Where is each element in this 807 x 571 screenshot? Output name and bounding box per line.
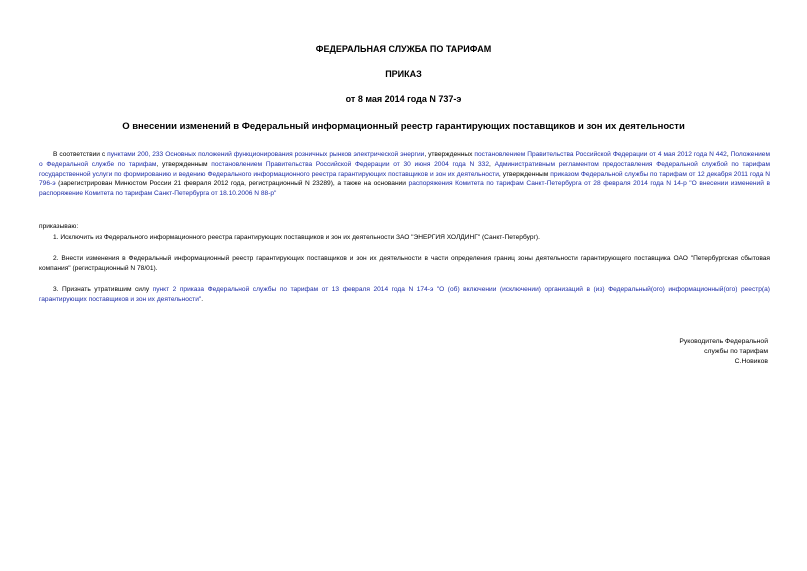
resolve-word: приказываю: [39, 223, 79, 230]
preamble-text: , утвержденным [498, 170, 551, 178]
order-item-3 [39, 285, 770, 305]
item3-text: 3. Признать утратившим силу [53, 286, 153, 293]
signature-position [679, 337, 768, 357]
agency-name: ФЕДЕРАЛЬНАЯ СЛУЖБА ПО ТАРИФАМ [315, 44, 492, 54]
preamble-text: , [726, 151, 731, 158]
order-item-2: 2. Внести изменения в Федеральный информационный реестр гарантирующих поставщиков и зон их деятельности в части определения границ зоны деятельности гарантирующего поставщика ОАО "Петербургская сбытовая компания" (регистрационный N 78/01). [39, 255, 770, 272]
preamble-text: , утвержденных [424, 151, 475, 158]
preamble-text: (зарегистрирован Минюстом России 21 февраля 2012 года, регистрационный N 23289), а также на основании [55, 180, 409, 188]
link-administrative-regulation[interactable]: Административным регламентом предоставления Федеральной службой по тарифам государственной услуги по формированию и ведению Федерального информационного реестра гарантирующих поставщиков и зон их деятельности [39, 160, 770, 178]
preamble-text: , утвержденным [156, 160, 212, 168]
link-retail-market-rules[interactable]: пунктами 200, 233 Основных положений функционирования розничных рынков электрической энергии [107, 151, 425, 158]
document-date-number: от 8 мая 2014 года N 737-э [345, 94, 462, 104]
preamble-paragraph [39, 150, 770, 199]
link-fst-regulation[interactable]: Положением о Федеральной службе по тарифам [39, 151, 770, 168]
item3-text: . [201, 295, 204, 303]
document-type: ПРИКАЗ [385, 69, 422, 79]
preamble-text: , [489, 160, 495, 168]
link-government-decree-332[interactable]: постановлением Правительства Российской Федерации от 30 июня 2004 года N 332 [211, 160, 490, 168]
document-title: О внесении изменений в Федеральный информационный реестр гарантирующих поставщиков и зон их деятельности [122, 121, 685, 132]
preamble-text: В соответствии с [53, 151, 108, 158]
link-fst-order-174[interactable]: пункт 2 приказа Федеральной службы по тарифам от 13 февраля 2014 года N 174-э "О (об) включении (исключении) организаций в (из) Федеральный(ого) информационный(ого) реестр(а) гарантирующих поставщиков и зон их деятельности" [39, 286, 770, 303]
link-spb-tariff-committee-order[interactable]: распоряжения Комитета по тарифам Санкт-Петербурга от 28 февраля 2014 года N 14-р "О внесении изменений в распоряжение Комитета по тарифам Санкт-Петербурга от 18.10.2006 N 88-р" [39, 180, 770, 198]
link-fst-order-796[interactable]: приказом Федеральной службы по тарифам от 12 декабря 2011 года N 796-э [39, 170, 770, 188]
signature-position-line-2: службы по тарифам [704, 348, 768, 355]
link-government-decree-442[interactable]: постановлением Правительства Российской Федерации от 4 мая 2012 года N 442 [474, 151, 727, 158]
order-item-1: 1. Исключить из Федерального информационного реестра гарантирующих поставщиков и зон их деятельности ЗАО "ЭНЕРГИЯ ХОЛДИНГ" (Санкт-Петербург). [53, 234, 540, 241]
signature-position-line-1: Руководитель Федеральной [679, 338, 768, 345]
signature-name: С.Новиков [734, 358, 768, 365]
